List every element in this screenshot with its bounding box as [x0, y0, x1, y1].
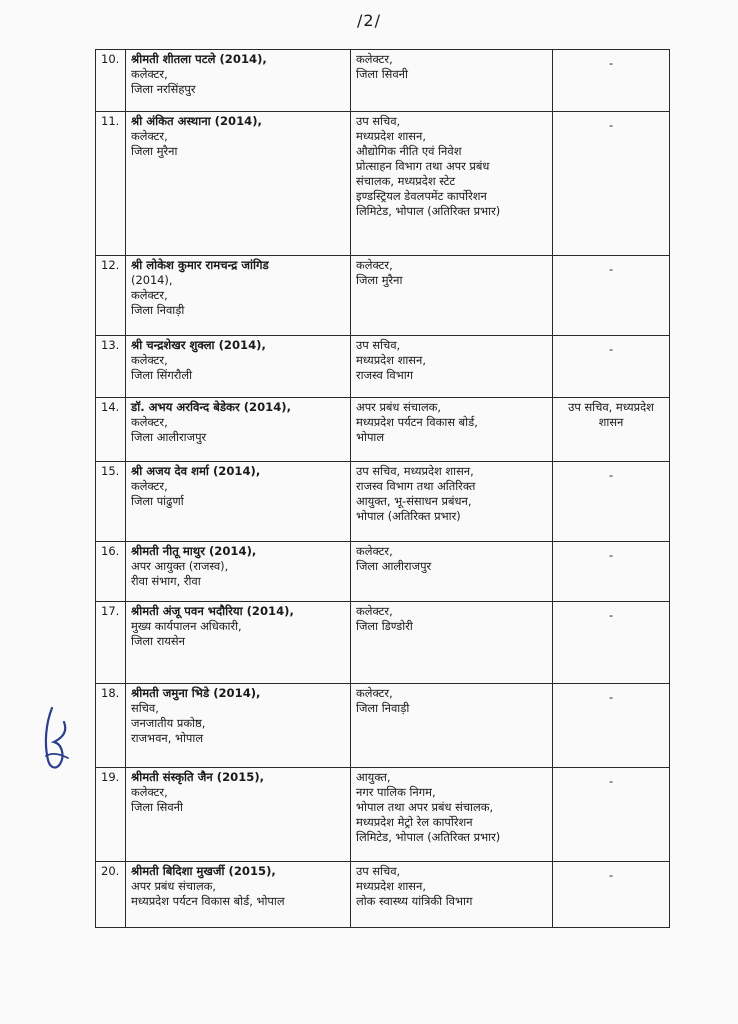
current-post-line: रीवा संभाग, रीवा — [131, 574, 201, 588]
current-post-line: कलेक्टर, — [131, 415, 168, 429]
additional-charge: - — [608, 118, 614, 132]
table-row — [96, 768, 670, 862]
current-post-line: जिला निवाड़ी — [131, 303, 185, 317]
new-posting-cell — [351, 768, 553, 862]
serial-number: 14. — [96, 398, 126, 462]
officer-cell — [126, 684, 351, 768]
new-posting-line: उप सचिव, — [356, 114, 401, 128]
new-posting-cell — [351, 336, 553, 398]
new-posting-line: राजस्व विभाग — [356, 368, 414, 382]
additional-charge: - — [608, 868, 614, 882]
additional-charge-cell — [553, 50, 670, 112]
current-post-line: कलेक्टर, — [131, 129, 168, 143]
officer-cell — [126, 336, 351, 398]
officer-name: श्रीमती शीतला पटले (2014), — [131, 52, 267, 66]
new-posting-cell — [351, 542, 553, 602]
serial-number: 17. — [96, 602, 126, 684]
table-row — [96, 50, 670, 112]
new-posting-cell — [351, 398, 553, 462]
new-posting-line: जिला आलीराजपुर — [356, 559, 432, 573]
additional-charge: - — [608, 468, 614, 482]
additional-charge: - — [608, 774, 614, 788]
current-post-line: जिला आलीराजपुर — [131, 430, 207, 444]
officer-name: श्रीमती अंजू पवन भदौरिया (2014), — [131, 604, 294, 618]
new-posting-line: जिला निवाड़ी — [356, 701, 410, 715]
table-row — [96, 112, 670, 256]
table-row — [96, 462, 670, 542]
new-posting-line: भोपाल (अतिरिक्त प्रभार) — [356, 509, 461, 523]
new-posting-line: कलेक्टर, — [356, 52, 393, 66]
current-post-line: जिला पांढुर्णा — [131, 494, 184, 508]
new-posting-line: प्रोत्साहन विभाग तथा अपर प्रबंध — [356, 159, 490, 173]
additional-charge: - — [608, 262, 614, 276]
current-post-line: कलेक्टर, — [131, 353, 168, 367]
officer-name: डॉ. अभय अरविन्द बेडेकर (2014), — [131, 400, 292, 414]
handwritten-initial-mark — [38, 698, 78, 778]
table-row — [96, 602, 670, 684]
new-posting-cell — [351, 112, 553, 256]
new-posting-cell — [351, 256, 553, 336]
officer-name: श्री चन्द्रशेखर शुक्ला (2014), — [131, 338, 266, 352]
officer-name: श्री अंकित अस्थाना (2014), — [131, 114, 262, 128]
serial-number: 12. — [96, 256, 126, 336]
additional-charge: - — [608, 548, 614, 562]
additional-charge: - — [608, 608, 614, 622]
officer-name: श्रीमती जमुना भिडे (2014), — [131, 686, 261, 700]
new-posting-cell — [351, 50, 553, 112]
current-post-line: जिला मुरैना — [131, 144, 178, 158]
table-row — [96, 398, 670, 462]
serial-number: 20. — [96, 862, 126, 928]
new-posting-line: लिमिटेड, भोपाल (अतिरिक्त प्रभार) — [356, 830, 501, 844]
additional-charge: - — [608, 56, 614, 70]
current-post-line: जिला सिंगरौली — [131, 368, 193, 382]
current-post-line: कलेक्टर, — [131, 67, 168, 81]
new-posting-line: मध्यप्रदेश शासन, — [356, 353, 426, 367]
current-post-line: जिला नरसिंहपुर — [131, 82, 196, 96]
additional-charge-cell — [553, 398, 670, 462]
serial-number: 15. — [96, 462, 126, 542]
serial-number: 18. — [96, 684, 126, 768]
serial-number: 10. — [96, 50, 126, 112]
additional-charge-cell — [553, 602, 670, 684]
current-post-line: जनजातीय प्रकोष्ठ, — [131, 716, 206, 730]
new-posting-line: भोपाल तथा अपर प्रबंध संचालक, — [356, 800, 494, 814]
serial-number: 11. — [96, 112, 126, 256]
new-posting-line: जिला मुरैना — [356, 273, 403, 287]
table-row — [96, 862, 670, 928]
current-post-line: कलेक्टर, — [131, 479, 168, 493]
current-post-line: कलेक्टर, — [131, 288, 168, 302]
serial-number: 13. — [96, 336, 126, 398]
new-posting-line: इण्डस्ट्रियल डेवलपमेंट कार्पोरेशन — [356, 189, 487, 203]
additional-charge: - — [608, 342, 614, 356]
new-posting-line: उप सचिव, — [356, 338, 401, 352]
officer-cell — [126, 256, 351, 336]
officer-cell — [126, 112, 351, 256]
new-posting-cell — [351, 462, 553, 542]
new-posting-line: उप सचिव, मध्यप्रदेश शासन, — [356, 464, 474, 478]
new-posting-line: अपर प्रबंध संचालक, — [356, 400, 442, 414]
transfer-order-table — [95, 49, 670, 928]
new-posting-line: मध्यप्रदेश मेट्रो रेल कार्पोरेशन — [356, 815, 473, 829]
current-post-line: राजभवन, भोपाल — [131, 731, 204, 745]
current-post-line: सचिव, — [131, 701, 159, 715]
additional-charge-cell — [553, 768, 670, 862]
officer-name: श्री लोकेश कुमार रामचन्द्र जांगिड — [131, 258, 269, 272]
additional-charge-cell — [553, 462, 670, 542]
new-posting-line: कलेक्टर, — [356, 604, 393, 618]
new-posting-line: आयुक्त, भू-संसाधन प्रबंधन, — [356, 494, 472, 508]
new-posting-line: कलेक्टर, — [356, 258, 393, 272]
current-post-line: मुख्य कार्यपालन अधिकारी, — [131, 619, 242, 633]
new-posting-line: मध्यप्रदेश शासन, — [356, 879, 426, 893]
officer-cell — [126, 462, 351, 542]
officer-cell — [126, 602, 351, 684]
current-post-line: (2014), — [131, 273, 173, 287]
officer-cell — [126, 862, 351, 928]
new-posting-cell — [351, 602, 553, 684]
table-row — [96, 684, 670, 768]
current-post-line: जिला सिवनी — [131, 800, 183, 814]
new-posting-line: लिमिटेड, भोपाल (अतिरिक्त प्रभार) — [356, 204, 501, 218]
additional-charge-cell — [553, 336, 670, 398]
new-posting-line: कलेक्टर, — [356, 686, 393, 700]
new-posting-line: संचालक, मध्यप्रदेश स्टेट — [356, 174, 456, 188]
table-row — [96, 256, 670, 336]
serial-number: 19. — [96, 768, 126, 862]
current-post-line: मध्यप्रदेश पर्यटन विकास बोर्ड, भोपाल — [131, 894, 285, 908]
current-post-line: कलेक्टर, — [131, 785, 168, 799]
new-posting-line: नगर पालिक निगम, — [356, 785, 436, 799]
new-posting-line: उप सचिव, — [356, 864, 401, 878]
officer-cell — [126, 542, 351, 602]
officer-name: श्री अजय देव शर्मा (2014), — [131, 464, 261, 478]
new-posting-line: जिला सिवनी — [356, 67, 408, 81]
serial-number: 16. — [96, 542, 126, 602]
new-posting-cell — [351, 684, 553, 768]
page-number: /2/ — [357, 11, 381, 30]
current-post-line: जिला रायसेन — [131, 634, 185, 648]
officer-name: श्रीमती नीतू माथुर (2014), — [131, 544, 257, 558]
additional-charge-cell — [553, 862, 670, 928]
officer-name: श्रीमती बिदिशा मुखर्जी (2015), — [131, 864, 276, 878]
new-posting-line: राजस्व विभाग तथा अतिरिक्त — [356, 479, 476, 493]
new-posting-line: जिला डिण्डोरी — [356, 619, 413, 633]
officer-name: श्रीमती संस्कृति जैन (2015), — [131, 770, 265, 784]
officer-cell — [126, 398, 351, 462]
additional-charge-cell — [553, 112, 670, 256]
officer-cell — [126, 50, 351, 112]
additional-charge-cell — [553, 684, 670, 768]
new-posting-line: मध्यप्रदेश पर्यटन विकास बोर्ड, — [356, 415, 478, 429]
new-posting-line: औद्योगिक नीति एवं निवेश — [356, 144, 462, 158]
table-row — [96, 542, 670, 602]
new-posting-line: मध्यप्रदेश शासन, — [356, 129, 426, 143]
new-posting-line: आयुक्त, — [356, 770, 391, 784]
officer-cell — [126, 768, 351, 862]
current-post-line: अपर प्रबंध संचालक, — [131, 879, 217, 893]
additional-charge: - — [608, 690, 614, 704]
additional-charge-cell — [553, 542, 670, 602]
additional-charge-cell — [553, 256, 670, 336]
new-posting-line: कलेक्टर, — [356, 544, 393, 558]
new-posting-line: भोपाल — [356, 430, 385, 444]
current-post-line: अपर आयुक्त (राजस्व), — [131, 559, 229, 573]
new-posting-cell — [351, 862, 553, 928]
additional-charge: उप सचिव, मध्यप्रदेश शासन — [568, 400, 654, 429]
table-row — [96, 336, 670, 398]
new-posting-line: लोक स्वास्थ्य यांत्रिकी विभाग — [356, 894, 473, 908]
